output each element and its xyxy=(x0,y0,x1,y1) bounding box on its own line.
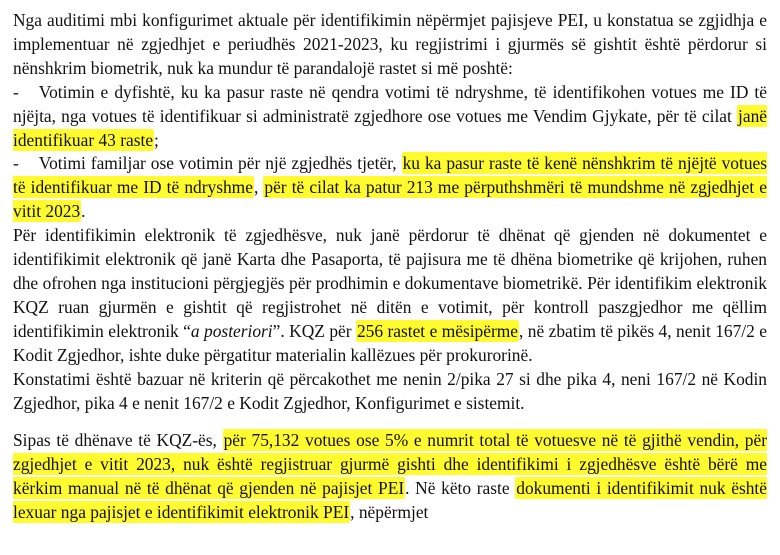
highlight-document-not-read: dokumenti i identifikimit nuk është lexuar nga pajisjet e identifikimit elektronik PEI xyxy=(13,478,767,523)
bullet-family-voting xyxy=(13,152,767,224)
document-body xyxy=(13,9,767,525)
bullet-dash: - xyxy=(13,81,19,102)
highlight-256-cases: 256 rastet e mësipërme xyxy=(356,320,519,341)
criterion-paragraph xyxy=(13,368,767,416)
kqz-data-paragraph xyxy=(13,429,767,525)
bullet-sep: , xyxy=(253,177,264,198)
italic-term: a posteriori xyxy=(190,320,273,341)
highlight-same-signature: ku ka pasur raste të kenë nënshkrim të njëjtë votues të identifikuar me ID të ndryshme xyxy=(13,153,767,198)
bullet-end: ; xyxy=(154,129,159,150)
paragraph-text: Për identifikimin elektronik të zgjedhësve, nuk janë përdorur të dhënat që gjenden në dokumentet e identifikimit elektronik që janë Karta dhe Pasaporta, të pajisura me të dhëna biometrike që krijohen, ruhen dhe ofrohen nga institucioni përgjegjës për prodhimin e dokumentave biometrikë. Për identifikim elektronik KQZ ruan gjurmën e gishtit që regjistrohet në ditën e votimit, për kontroll paszgjedhor me qëllim identifikimin elektronik “ xyxy=(13,225,767,341)
intro-text: Nga auditimi mbi konfigurimet aktuale për identifikimin nëpërmjet pajisjeve PEI, u konstatua se zgjidhja e implementuar në zgjedhjet e periudhës 2021-2023, ku regjistrimi i gjurmës së gishtit është përdorur si nënshkrim biometrik, nuk ka mundur të parandalojë rastet si më poshtë: xyxy=(13,10,767,78)
paragraph-text: . Në këto raste xyxy=(405,478,516,499)
highlight-75132-voters: për 75,132 votues ose 5% e numrit total të votuesve në të gjithë vendin, për zgjedhjet e vitit 2023, nuk është regjistruar gjurmë gishti dhe identifikimi i zgjedhësve është bërë me kërkim manual në të dhënat që gjenden në pajisjet PEI xyxy=(13,430,767,499)
criterion-text: Konstatimi është bazuar në kriterin që përcakothet me nenin 2/pika 27 si dhe pika 4, neni 167/2 në Kodin Zgjedhor, pika 4 e nenit 167/2 e Kodit Zgjedhor, Konfigurimet e sistemit. xyxy=(13,368,767,413)
bullet-text: Votimin e dyfishtë, ku ka pasur raste në qendra votimi të ndryshme, të identifikohen votues me ID të njëjta, nga votues të identifikuar si administratë zgjedhore ose votues me Vendim Gjykate, për të cilat xyxy=(13,81,767,126)
paragraph-text: ”. KQZ për xyxy=(272,320,356,341)
electronic-id-paragraph xyxy=(13,224,767,367)
bullet-dash: - xyxy=(13,153,19,174)
highlight-43-cases: janë identifikuar 43 raste xyxy=(13,105,767,150)
paragraph-spacer xyxy=(13,415,767,429)
paragraph-text: , në zbatim të pikës 4, nenit 167/2 e Kodit Zgjedhor, ishte duke përgatitur materialin kallëzues për prokurorinë. xyxy=(13,320,767,365)
bullet-end: . xyxy=(81,201,86,222)
intro-paragraph xyxy=(13,9,767,81)
paragraph-text: , nëpërmjet xyxy=(350,502,429,523)
bullet-text: Votimi familjar ose votimin për një zgjedhës tjetër, xyxy=(38,153,402,174)
bullet-double-voting xyxy=(13,81,767,153)
paragraph-text: Sipas të dhënave të KQZ-ës, xyxy=(13,430,223,451)
highlight-213-matches: për të cilat ka patur 213 me përputhshmëri të mundshme në zgjedhjet e vitit 2023 xyxy=(13,177,767,222)
